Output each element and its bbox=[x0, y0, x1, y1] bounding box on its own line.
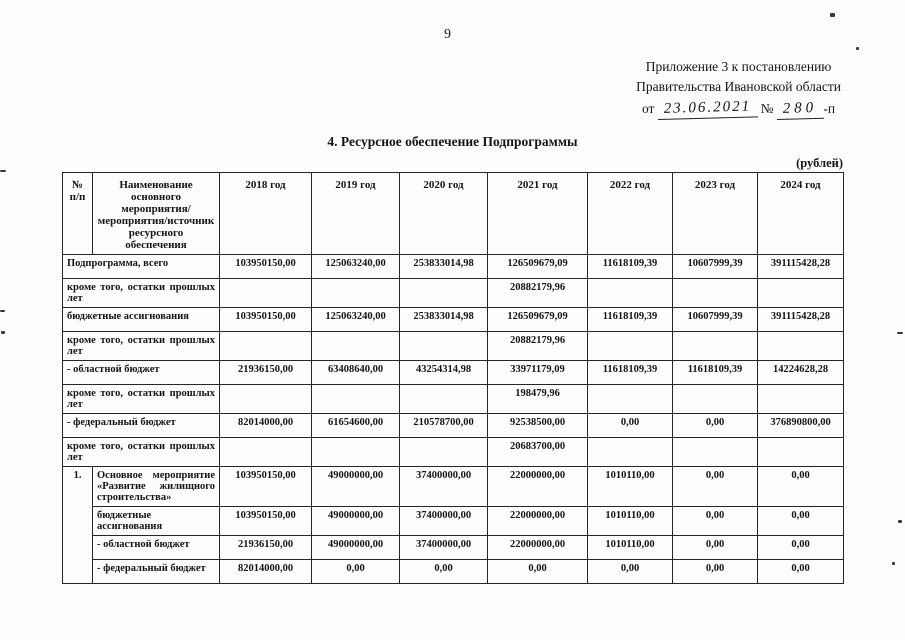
value-cell: 61654600,00 bbox=[312, 414, 400, 438]
value-cell: 1010110,00 bbox=[588, 536, 673, 560]
value-cell: 0,00 bbox=[758, 507, 844, 536]
value-cell: 103950150,00 bbox=[220, 255, 312, 279]
row-label: - федеральный бюджет bbox=[93, 560, 220, 584]
value-cell: 20882179,96 bbox=[488, 332, 588, 361]
value-cell: 0,00 bbox=[588, 414, 673, 438]
annex-reference-line bbox=[636, 99, 841, 120]
value-cell bbox=[673, 438, 758, 467]
value-cell: 1010110,00 bbox=[588, 467, 673, 507]
column-header: № п/п bbox=[63, 173, 93, 255]
value-cell: 376890800,00 bbox=[758, 414, 844, 438]
row-label: - федеральный бюджет bbox=[63, 414, 220, 438]
table-row bbox=[63, 414, 844, 438]
value-cell: 11618109,39 bbox=[588, 255, 673, 279]
row-label: кроме того, остатки прошлых лет bbox=[63, 332, 220, 361]
value-cell: 253833014,98 bbox=[400, 255, 488, 279]
value-cell: 0,00 bbox=[588, 560, 673, 584]
value-cell: 10607999,39 bbox=[673, 255, 758, 279]
annex-handwritten-date: 23.06.2021 bbox=[657, 96, 757, 120]
table-row bbox=[63, 255, 844, 279]
value-cell: 11618109,39 bbox=[588, 308, 673, 332]
table-header bbox=[63, 173, 844, 255]
value-cell: 33971179,09 bbox=[488, 361, 588, 385]
value-cell: 14224628,28 bbox=[758, 361, 844, 385]
column-header: 2022 год bbox=[588, 173, 673, 255]
value-cell: 22000000,00 bbox=[488, 536, 588, 560]
value-cell: 49000000,00 bbox=[312, 467, 400, 507]
value-cell bbox=[588, 332, 673, 361]
annex-block bbox=[636, 57, 841, 120]
value-cell bbox=[400, 332, 488, 361]
value-cell bbox=[220, 279, 312, 308]
value-cell bbox=[400, 385, 488, 414]
value-cell: 0,00 bbox=[673, 560, 758, 584]
table-row bbox=[63, 438, 844, 467]
value-cell: 125063240,00 bbox=[312, 255, 400, 279]
annex-line-1: Приложение 3 к постановлению bbox=[645, 59, 832, 74]
units-label: (рублей) bbox=[796, 156, 843, 170]
value-cell: 391115428,28 bbox=[758, 255, 844, 279]
value-cell bbox=[758, 332, 844, 361]
row-label: - областной бюджет bbox=[93, 536, 220, 560]
value-cell bbox=[588, 279, 673, 308]
value-cell: 37400000,00 bbox=[400, 507, 488, 536]
scan-artifact bbox=[897, 332, 903, 334]
value-cell: 0,00 bbox=[673, 467, 758, 507]
value-cell: 0,00 bbox=[673, 414, 758, 438]
value-cell: 210578700,00 bbox=[400, 414, 488, 438]
row-label: кроме того, остатки прошлых лет bbox=[63, 279, 220, 308]
value-cell bbox=[673, 279, 758, 308]
column-header: 2021 год bbox=[488, 173, 588, 255]
value-cell: 43254314,98 bbox=[400, 361, 488, 385]
value-cell: 20683700,00 bbox=[488, 438, 588, 467]
table-row bbox=[63, 332, 844, 361]
value-cell: 125063240,00 bbox=[312, 308, 400, 332]
table-row bbox=[63, 536, 844, 560]
table-row bbox=[63, 507, 844, 536]
annex-number-suffix: -п bbox=[823, 101, 836, 116]
row-label: Основное мероприятие «Развитие жилищного строительства» bbox=[93, 467, 220, 507]
value-cell bbox=[400, 438, 488, 467]
row-label: - областной бюджет bbox=[63, 361, 220, 385]
value-cell: 11618109,39 bbox=[588, 361, 673, 385]
value-cell: 49000000,00 bbox=[312, 507, 400, 536]
value-cell bbox=[400, 279, 488, 308]
column-header: 2024 год bbox=[758, 173, 844, 255]
table-row bbox=[63, 361, 844, 385]
row-label: бюджетные ассигнования bbox=[93, 507, 220, 536]
column-header: 2023 год bbox=[673, 173, 758, 255]
table-row bbox=[63, 385, 844, 414]
value-cell: 126509679,09 bbox=[488, 255, 588, 279]
table-row bbox=[63, 308, 844, 332]
value-cell: 198479,96 bbox=[488, 385, 588, 414]
header-row bbox=[63, 173, 844, 255]
value-cell bbox=[312, 438, 400, 467]
value-cell: 49000000,00 bbox=[312, 536, 400, 560]
value-cell: 0,00 bbox=[673, 536, 758, 560]
value-cell: 0,00 bbox=[488, 560, 588, 584]
value-cell: 11618109,39 bbox=[673, 361, 758, 385]
value-cell bbox=[758, 438, 844, 467]
column-header: 2019 год bbox=[312, 173, 400, 255]
value-cell: 0,00 bbox=[758, 560, 844, 584]
value-cell: 391115428,28 bbox=[758, 308, 844, 332]
value-cell: 103950150,00 bbox=[220, 467, 312, 507]
scan-artifact bbox=[1, 331, 5, 334]
value-cell bbox=[312, 279, 400, 308]
value-cell: 37400000,00 bbox=[400, 536, 488, 560]
value-cell bbox=[673, 332, 758, 361]
value-cell bbox=[588, 438, 673, 467]
column-header: Наименование основного мероприятия/ мероприятия/источник ресурсного обеспечения bbox=[93, 173, 220, 255]
annex-number-sign: № bbox=[760, 101, 774, 116]
value-cell: 37400000,00 bbox=[400, 467, 488, 507]
row-label: кроме того, остатки прошлых лет bbox=[63, 385, 220, 414]
value-cell bbox=[220, 385, 312, 414]
resource-table bbox=[62, 172, 844, 584]
scan-artifact bbox=[0, 310, 5, 312]
value-cell bbox=[673, 385, 758, 414]
table-row bbox=[63, 279, 844, 308]
value-cell: 21936150,00 bbox=[220, 536, 312, 560]
table-row bbox=[63, 560, 844, 584]
value-cell: 1010110,00 bbox=[588, 507, 673, 536]
row-label: кроме того, остатки прошлых лет bbox=[63, 438, 220, 467]
value-cell: 10607999,39 bbox=[673, 308, 758, 332]
table-body bbox=[63, 255, 844, 584]
section-title: 4. Ресурсное обеспечение Подпрограммы bbox=[327, 134, 578, 149]
value-cell: 0,00 bbox=[758, 536, 844, 560]
value-cell: 0,00 bbox=[673, 507, 758, 536]
annex-line-2: Правительства Ивановской области bbox=[636, 79, 841, 94]
value-cell: 253833014,98 bbox=[400, 308, 488, 332]
value-cell: 92538500,00 bbox=[488, 414, 588, 438]
scan-artifact bbox=[0, 170, 6, 172]
column-header: 2020 год bbox=[400, 173, 488, 255]
annex-from-label: от bbox=[641, 101, 655, 116]
value-cell bbox=[758, 385, 844, 414]
value-cell: 0,00 bbox=[758, 467, 844, 507]
page-number: 9 bbox=[444, 27, 451, 42]
value-cell: 0,00 bbox=[312, 560, 400, 584]
annex-handwritten-number: 280 bbox=[776, 98, 823, 120]
value-cell: 22000000,00 bbox=[488, 467, 588, 507]
scan-artifact bbox=[830, 13, 835, 17]
value-cell bbox=[220, 332, 312, 361]
value-cell bbox=[588, 385, 673, 414]
row-label: Подпрограмма, всего bbox=[63, 255, 220, 279]
table-row bbox=[63, 467, 844, 507]
value-cell: 103950150,00 bbox=[220, 308, 312, 332]
value-cell: 63408640,00 bbox=[312, 361, 400, 385]
value-cell: 20882179,96 bbox=[488, 279, 588, 308]
value-cell bbox=[758, 279, 844, 308]
value-cell: 126509679,09 bbox=[488, 308, 588, 332]
value-cell bbox=[220, 438, 312, 467]
value-cell: 82014000,00 bbox=[220, 560, 312, 584]
column-header: 2018 год bbox=[220, 173, 312, 255]
value-cell bbox=[312, 385, 400, 414]
scan-artifact bbox=[892, 562, 895, 565]
value-cell: 21936150,00 bbox=[220, 361, 312, 385]
value-cell: 22000000,00 bbox=[488, 507, 588, 536]
row-label: бюджетные ассигнования bbox=[63, 308, 220, 332]
row-number: 1. bbox=[63, 467, 93, 584]
scan-artifact bbox=[856, 47, 859, 50]
value-cell: 0,00 bbox=[400, 560, 488, 584]
value-cell: 82014000,00 bbox=[220, 414, 312, 438]
value-cell bbox=[312, 332, 400, 361]
value-cell: 103950150,00 bbox=[220, 507, 312, 536]
scan-artifact bbox=[898, 520, 902, 523]
